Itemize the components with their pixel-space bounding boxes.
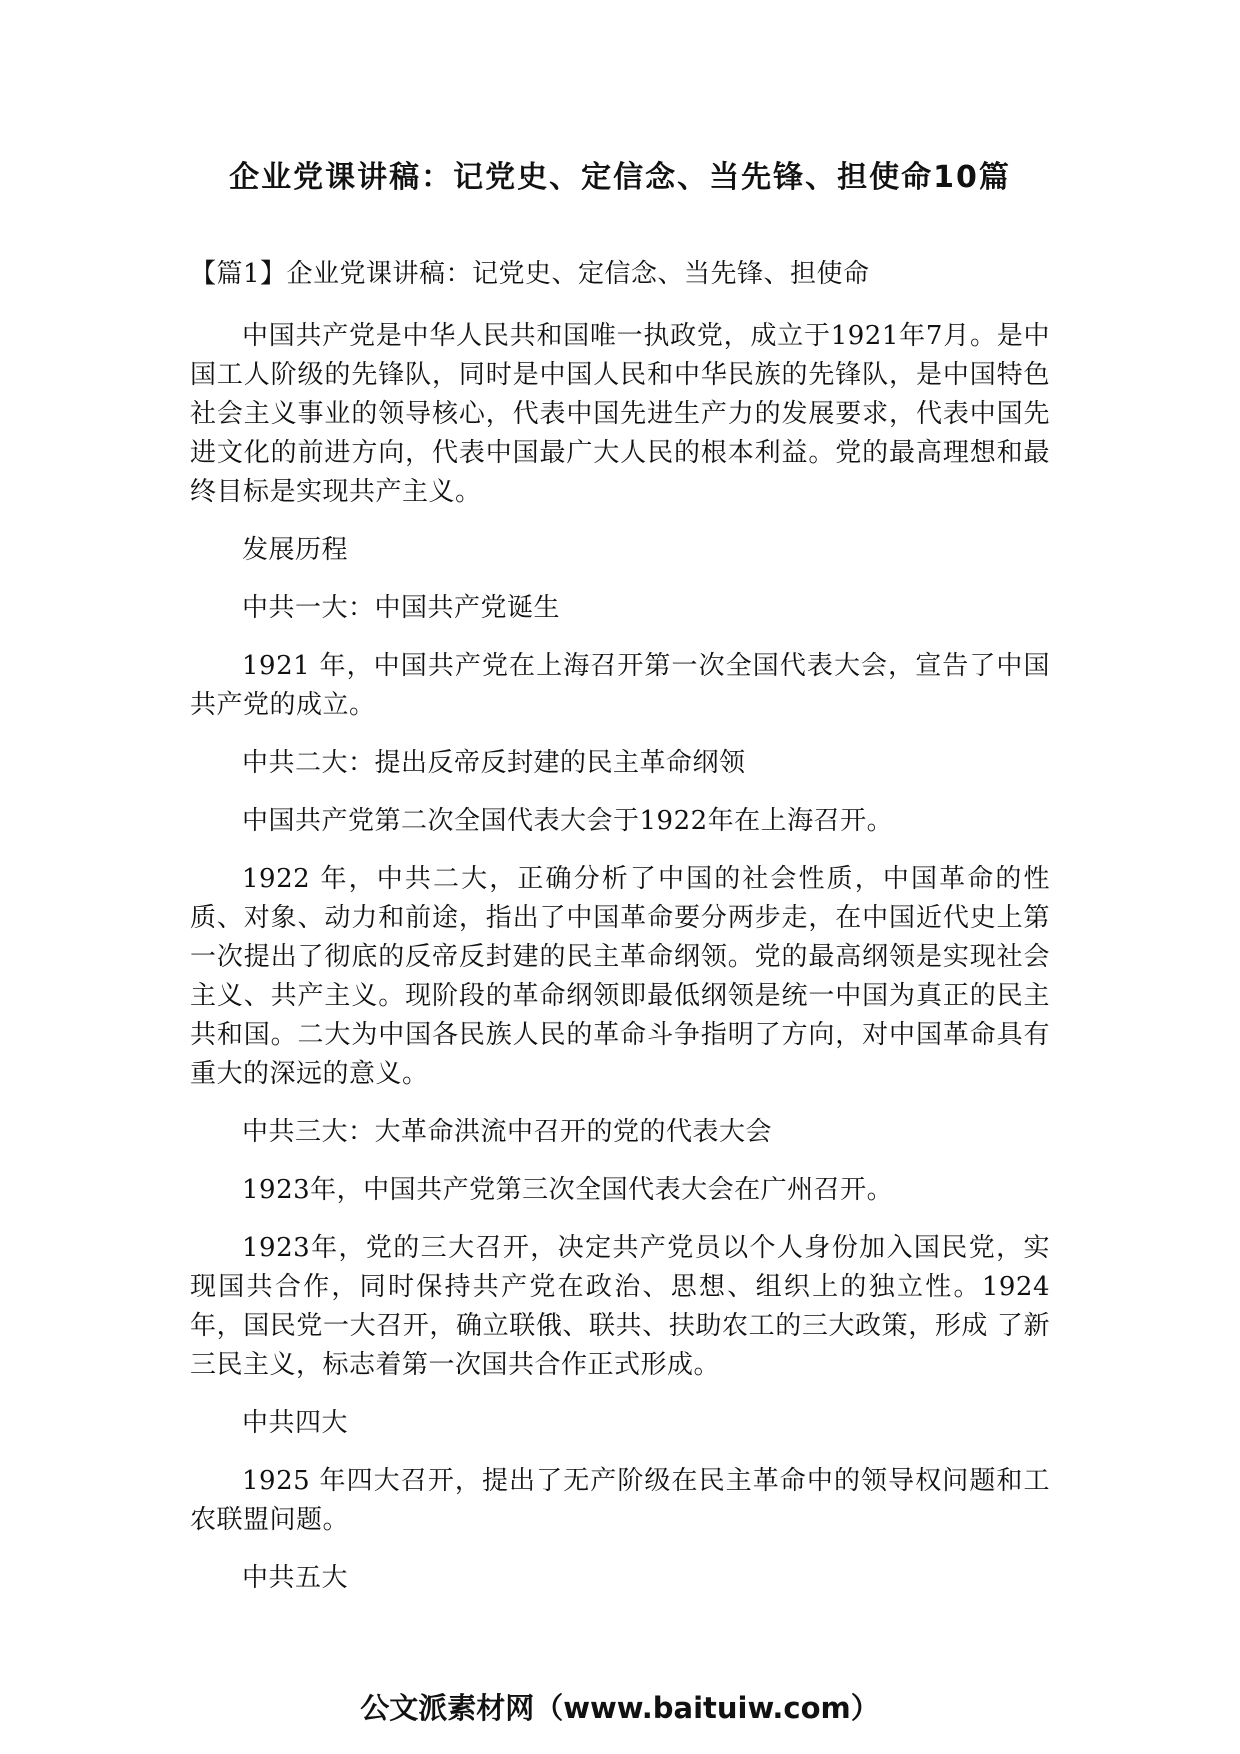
paragraph: 中国共产党第二次全国代表大会于1922年在上海召开。 (242, 806, 894, 836)
paragraph: 中国共产党是中华人民共和国唯一执政党，成立于1921年7月。是中国工人阶级的先锋队，同时是中国人民和中华民族的先锋队，是中国特色社会主义事业的领导核心，代表中国先进生产力的发展要求，代表中国先进文化的前进方向，代表中国最广大人民的根本利益。党的最高理想和最终目标是实现共产主义。 (190, 321, 1050, 507)
paragraph-heading: 中共四大 (242, 1408, 349, 1438)
paragraph: 1923年，党的三大召开，决定共产党员以个人身份加入国民党，实现国共合作，同时保持共产党在政治、思想、组织上的独立性。1924 年，国民党一大召开，确立联俄、联共、扶助农工的三大政策，形成 了新三民主义，标志着第一次国共合作正式形成。 (190, 1233, 1050, 1380)
document-title: 企业党课讲稿：记党史、定信念、当先锋、担使命10篇 (229, 160, 1011, 195)
paragraph-heading: 发展历程 (242, 535, 349, 565)
section-heading: 【篇1】企业党课讲稿：记党史、定信念、当先锋、担使命 (190, 259, 870, 289)
footer-source: 公文派素材网（www.baituiw.com） (360, 1691, 880, 1725)
paragraph-heading: 中共一大：中国共产党诞生 (242, 593, 561, 623)
paragraph: 1922 年，中共二大，正确分析了中国的社会性质，中国革命的性质、对象、动力和前途，指出了中国革命要分两步走，在中国近代史上第一次提出了彻底的反帝反封建的民主革命纲领。党的最高纲领是实现社会主义、共产主义。现阶段的革命纲领即最低纲领是统一中国为真正的民主共和国。二大为中国各民族人民的革命斗争指明了方向，对中国革命具有重大的深远的意义。 (190, 864, 1050, 1089)
document-body (190, 255, 1050, 1617)
paragraph: 1921 年，中国共产党在上海召开第一次全国代表大会，宣告了中国共产党的成立。 (190, 651, 1050, 720)
paragraph-heading: 中共三大：大革命洪流中召开的党的代表大会 (242, 1117, 773, 1147)
paragraph: 1925 年四大召开，提出了无产阶级在民主革命中的领导权问题和工农联盟问题。 (190, 1466, 1050, 1535)
paragraph: 1923年，中国共产党第三次全国代表大会在广州召开。 (242, 1175, 894, 1205)
paragraph-heading: 中共二大：提出反帝反封建的民主革命纲领 (242, 748, 746, 778)
paragraph-heading: 中共五大 (242, 1563, 349, 1593)
